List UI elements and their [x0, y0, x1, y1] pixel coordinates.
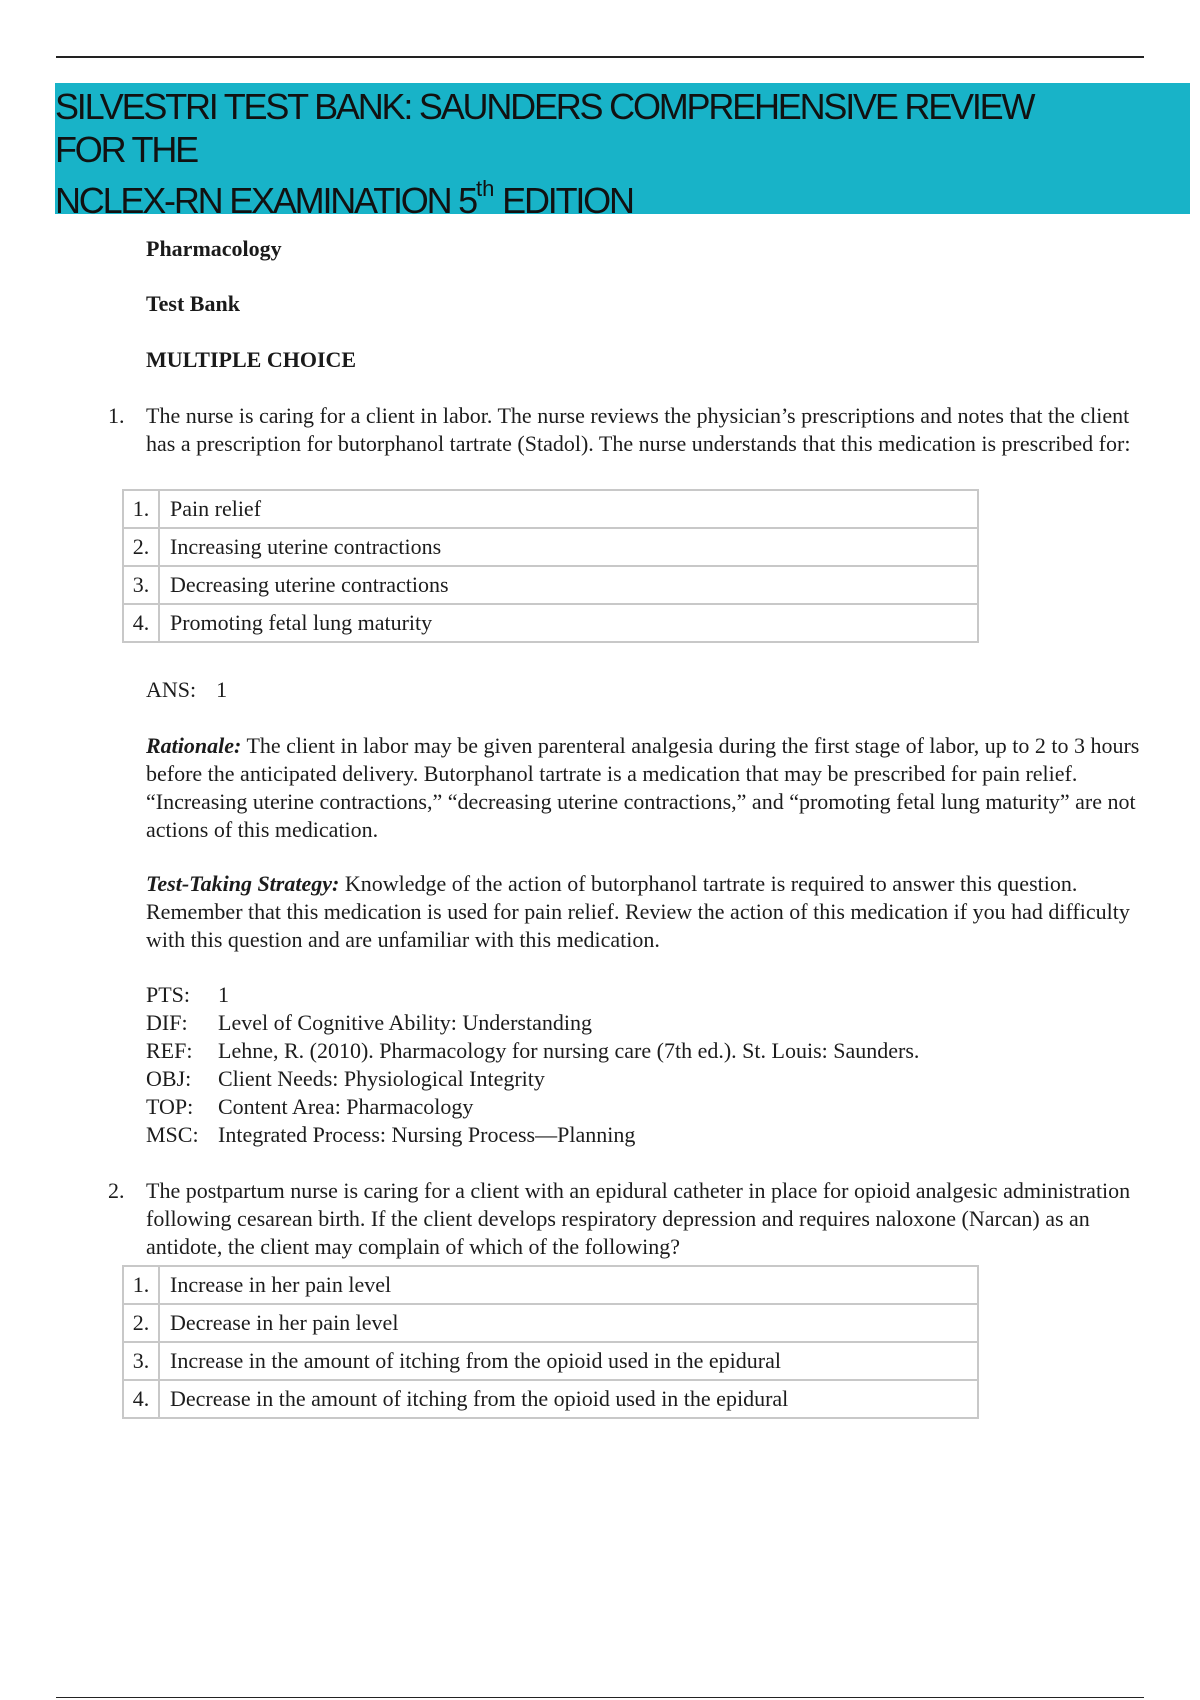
meta-row	[146, 1093, 919, 1121]
choice-row[interactable]	[123, 490, 978, 528]
choice-row[interactable]	[123, 1380, 978, 1418]
choice-row[interactable]	[123, 1342, 978, 1380]
choice-number: 3.	[123, 566, 159, 604]
choice-number: 4.	[123, 604, 159, 642]
meta-row	[146, 1009, 919, 1037]
question-number: 2.	[108, 1178, 125, 1203]
question-1	[108, 402, 1143, 458]
choice-row[interactable]	[123, 528, 978, 566]
answer-choices-q1	[122, 489, 979, 643]
bank-heading: Test Bank	[146, 291, 240, 316]
meta-row	[146, 981, 919, 1009]
meta-value: 1	[218, 982, 229, 1007]
meta-value: Client Needs: Physiological Integrity	[218, 1066, 545, 1091]
bottom-rule	[56, 1697, 1144, 1698]
banner-title-superscript: th	[476, 176, 495, 201]
meta-key: REF:	[146, 1038, 193, 1063]
banner-title-line-1: SILVESTRI TEST BANK: SAUNDERS COMPREHENSIVE REVIEW	[55, 86, 1034, 127]
test-taking-strategy	[146, 870, 1146, 954]
answer-label: ANS:	[146, 677, 197, 702]
choice-row[interactable]	[123, 566, 978, 604]
meta-row	[146, 1121, 919, 1149]
meta-row	[146, 1065, 919, 1093]
choice-number: 1.	[123, 1266, 159, 1304]
choice-label: Decrease in her pain level	[159, 1304, 978, 1342]
choice-number: 3.	[123, 1342, 159, 1380]
top-rule	[56, 56, 1144, 58]
meta-key: PTS:	[146, 982, 191, 1007]
meta-key: OBJ:	[146, 1066, 192, 1091]
choice-row[interactable]	[123, 1304, 978, 1342]
answer-line	[146, 677, 227, 703]
question-metadata	[146, 981, 919, 1149]
choice-label: Promoting fetal lung maturity	[159, 604, 978, 642]
choice-row[interactable]	[123, 1266, 978, 1304]
rationale-label: Rationale:	[146, 733, 242, 758]
choice-number: 2.	[123, 1304, 159, 1342]
banner-title-line-2: FOR THE	[55, 129, 197, 170]
meta-value: Lehne, R. (2010). Pharmacology for nursing care (7th ed.). St. Louis: Saunders.	[218, 1038, 920, 1063]
choice-label: Increase in the amount of itching from the opioid used in the epidural	[159, 1342, 978, 1380]
banner-title-line-3	[55, 171, 1190, 222]
choice-label: Increasing uterine contractions	[159, 528, 978, 566]
meta-key: TOP:	[146, 1094, 194, 1119]
choice-label: Decreasing uterine contractions	[159, 566, 978, 604]
question-2	[108, 1177, 1143, 1261]
meta-key: MSC:	[146, 1122, 199, 1147]
meta-value: Level of Cognitive Ability: Understanding	[218, 1010, 592, 1035]
meta-value: Integrated Process: Nursing Process—Planning	[218, 1122, 636, 1147]
choice-label: Decrease in the amount of itching from the opioid used in the epidural	[159, 1380, 978, 1418]
title-banner	[55, 83, 1190, 221]
strategy-text: Knowledge of the action of butorphanol tartrate is required to answer this question. Remember that this medication is used for pain relief. Review the action of this medication if you had difficulty with this question and are unfamiliar with this medication.	[146, 871, 1130, 952]
meta-value: Content Area: Pharmacology	[218, 1094, 474, 1119]
answer-value: 1	[216, 677, 228, 702]
rationale-text: The client in labor may be given parenteral analgesia during the first stage of labor, up to 2 to 3 hours before the anticipated delivery. Butorphanol tartrate is a medication that may be prescribed for pain relief. “Increasing uterine contractions,” “decreasing uterine contractions,” and “promoting fetal lung maturity” are not actions of this medication.	[146, 733, 1140, 842]
strategy-label: Test-Taking Strategy:	[146, 871, 340, 896]
rationale	[146, 732, 1146, 844]
answer-choices-q2	[122, 1265, 979, 1419]
subject-heading: Pharmacology	[146, 236, 282, 261]
question-stem: The postpartum nurse is caring for a client with an epidural catheter in place for opioid analgesic administration following cesarean birth. If the client develops respiratory depression and requires naloxone (Narcan) as an antidote, the client may complain of which of the following?	[146, 1178, 1131, 1259]
banner-title-main: NCLEX-RN EXAMINATION 5	[55, 180, 477, 221]
choice-label: Increase in her pain level	[159, 1266, 978, 1304]
question-number: 1.	[108, 403, 125, 428]
question-type-heading: MULTIPLE CHOICE	[146, 347, 357, 372]
banner-title-tail: EDITION	[494, 180, 633, 221]
question-stem: The nurse is caring for a client in labor. The nurse reviews the physician’s prescriptions and notes that the client has a prescription for butorphanol tartrate (Stadol). The nurse understands that this medication is prescribed for:	[146, 403, 1131, 456]
choice-number: 1.	[123, 490, 159, 528]
meta-row	[146, 1037, 919, 1065]
choice-number: 2.	[123, 528, 159, 566]
choice-row[interactable]	[123, 604, 978, 642]
choice-label: Pain relief	[159, 490, 978, 528]
meta-key: DIF:	[146, 1010, 188, 1035]
choice-number: 4.	[123, 1380, 159, 1418]
